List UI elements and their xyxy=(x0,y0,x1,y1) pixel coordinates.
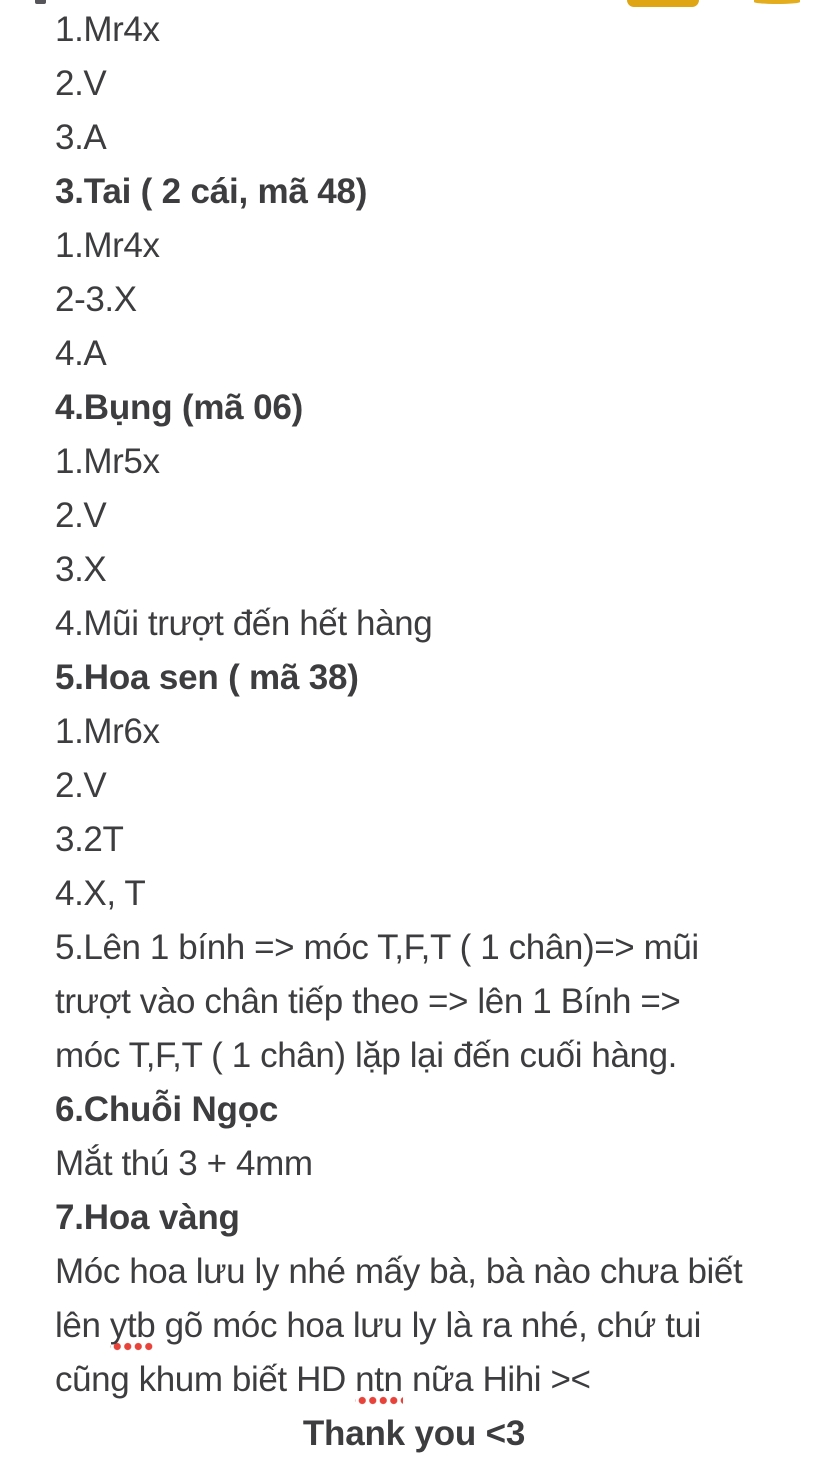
misspelled-word: ytb xyxy=(110,1306,156,1351)
text-line: 4.X, T xyxy=(55,874,146,913)
text-line: trượt vào chân tiếp theo => lên 1 Bính => xyxy=(55,982,681,1021)
text-line: 2.V xyxy=(55,766,107,805)
text-line: lên ytb gõ móc hoa lưu ly là ra nhé, chứ tui xyxy=(55,1299,773,1353)
text-line: 3.X xyxy=(55,550,107,589)
text-line: móc T,F,T ( 1 chân) lặp lại đến cuối hàng. xyxy=(55,1036,677,1075)
text-line: 1.Mr4x xyxy=(55,226,160,265)
text-line: 1.Mr4x xyxy=(55,10,160,49)
text-line: 1.Mr5x xyxy=(55,442,160,481)
section-heading: 7.Hoa vàng xyxy=(55,1198,240,1237)
text-line: Mắt thú 3 + 4mm xyxy=(55,1144,313,1183)
text-line: cũng khum biết HD ntn nữa Hihi >< xyxy=(55,1353,773,1407)
section-heading: Thank you <3 xyxy=(302,1414,526,1453)
cropped-text-fragment xyxy=(35,0,46,4)
misspelled-word: ntn xyxy=(355,1360,402,1405)
text-line: 2-3.X xyxy=(55,280,137,319)
text-line: 2.V xyxy=(55,64,107,103)
text-line: 1.Mr6x xyxy=(55,712,160,751)
section-heading: 4.Bụng (mã 06) xyxy=(55,388,304,427)
section-heading: 6.Chuỗi Ngọc xyxy=(55,1090,279,1129)
text-line: Móc hoa lưu ly nhé mấy bà, bà nào chưa biết xyxy=(55,1252,743,1291)
section-heading: 3.Tai ( 2 cái, mã 48) xyxy=(55,172,368,211)
text-line: 3.A xyxy=(55,118,107,157)
document-body xyxy=(55,3,773,1461)
section-heading: 5.Hoa sen ( mã 38) xyxy=(55,658,359,697)
text-line: 3.2T xyxy=(55,820,124,859)
text-line: 4.A xyxy=(55,334,107,373)
text-line: 2.V xyxy=(55,496,107,535)
text-line: 5.Lên 1 bính => móc T,F,T ( 1 chân)=> mũi xyxy=(55,928,699,967)
text-line: 4.Mũi trượt đến hết hàng xyxy=(55,604,433,643)
